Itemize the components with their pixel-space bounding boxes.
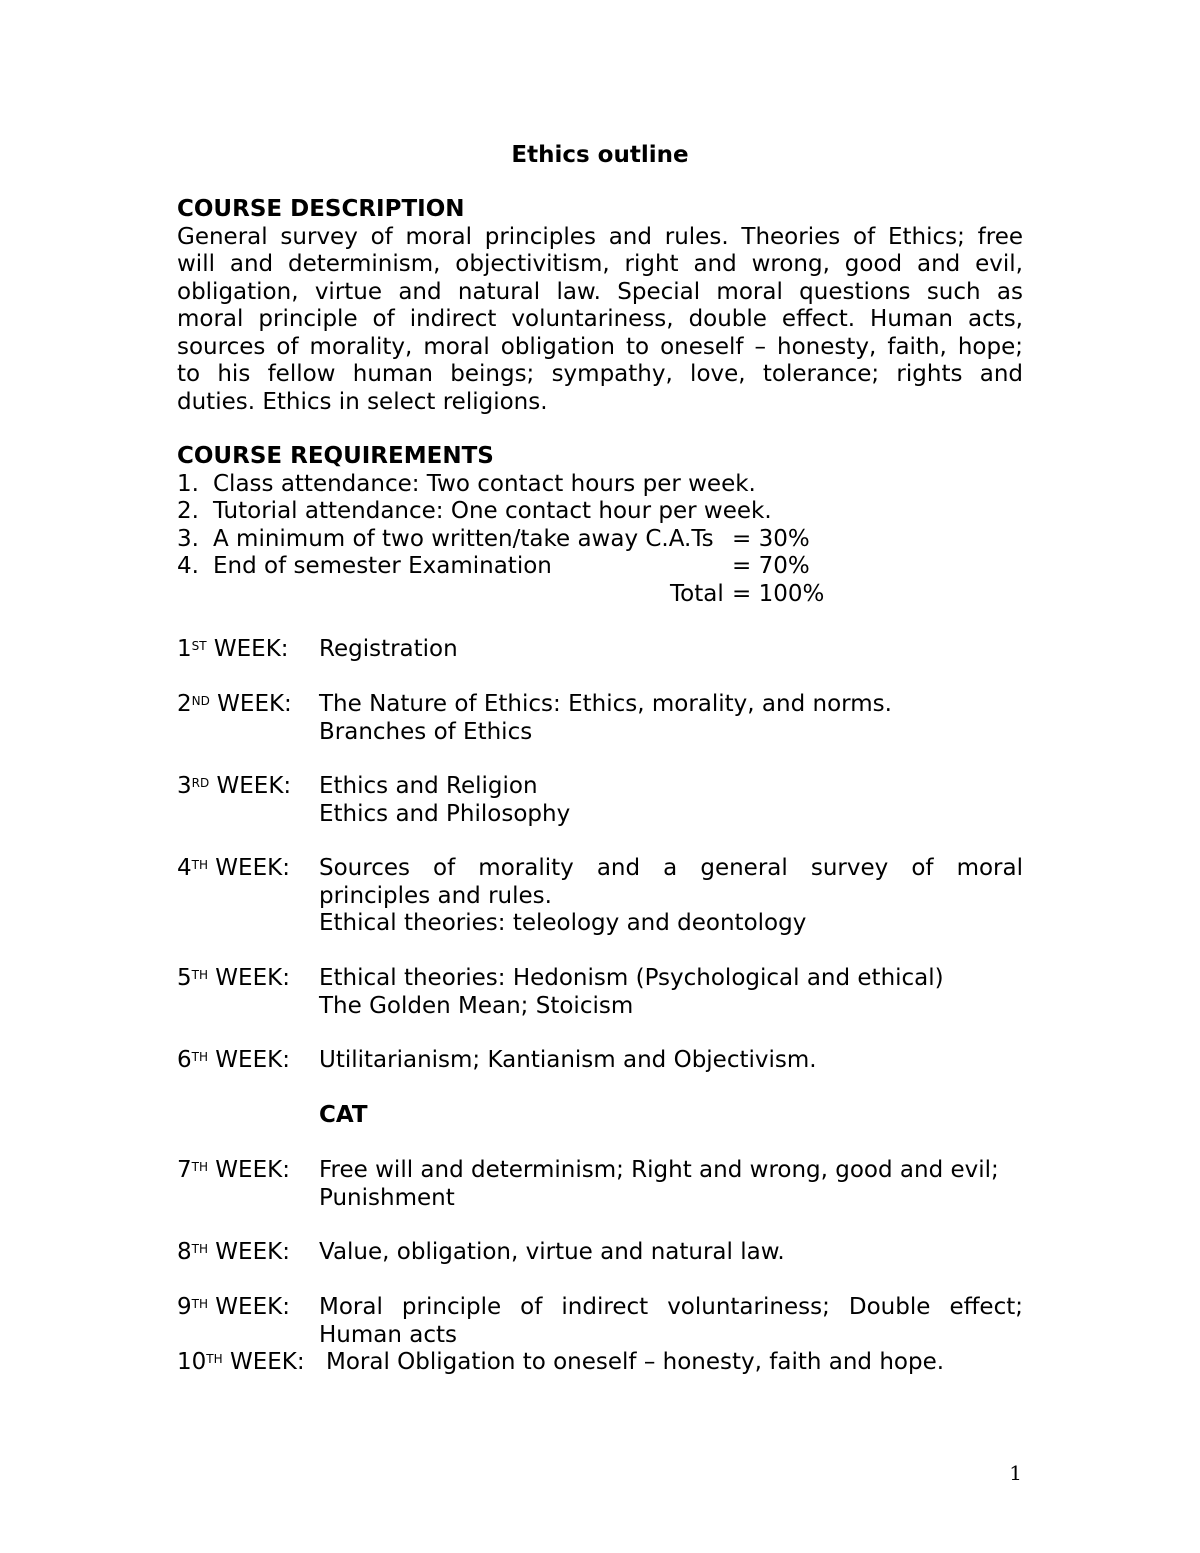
week-topic-line: Ethics and Religion (319, 773, 538, 799)
week-label (177, 1239, 290, 1267)
week-number: 4 (177, 855, 192, 881)
week-topics (319, 1157, 1023, 1212)
week-label (177, 1157, 290, 1185)
week-topic-line: Branches of Ethics (319, 718, 533, 745)
week-ordinal-suffix: TH (206, 1352, 223, 1366)
week-topic-line: Moral principle of indirect voluntariness; Double effect; (319, 1294, 1023, 1320)
week-topics (319, 1047, 1023, 1075)
requirement-text: Tutorial attendance: One contact hour per week. (213, 498, 772, 524)
total-label: Total (670, 580, 724, 607)
week-number: 5 (177, 965, 192, 991)
course-description-heading: COURSE DESCRIPTION (177, 196, 465, 222)
week-ordinal-suffix: RD (191, 776, 210, 790)
week-ordinal-suffix: TH (191, 1297, 208, 1311)
week-topics (319, 773, 1023, 828)
week-word: WEEK: (208, 965, 290, 991)
week-label (177, 855, 290, 883)
week-ordinal-suffix: TH (191, 1242, 208, 1256)
week-word: WEEK: (208, 1157, 290, 1183)
week-ordinal-suffix: TH (191, 968, 208, 982)
week-label (177, 1294, 290, 1322)
week-topic-line: principles and rules. (319, 882, 552, 909)
week-ordinal-suffix: ST (191, 639, 207, 653)
week-topic-line: Ethical theories: teleology and deontology (319, 910, 807, 936)
description-line: obligation, virtue and natural law. Special moral questions such as (177, 278, 1023, 305)
week-topic-line: Ethics and Philosophy (319, 800, 571, 827)
week-number: 2 (177, 691, 192, 717)
week-word: WEEK: (208, 1294, 290, 1320)
week-number: 10 (177, 1349, 207, 1375)
week-number: 7 (177, 1157, 192, 1183)
course-requirements-heading: COURSE REQUIREMENTS (177, 443, 494, 469)
week-word: WEEK: (208, 855, 290, 881)
week-number: 8 (177, 1239, 192, 1265)
requirement-number: 3. (177, 525, 199, 552)
week-topic-line: The Golden Mean; Stoicism (319, 992, 634, 1019)
week-ordinal-suffix: TH (191, 1050, 208, 1064)
requirement-item (177, 526, 1023, 554)
description-line: to his fellow human beings; sympathy, love, tolerance; rights and (177, 361, 1023, 387)
requirement-item (177, 471, 1023, 499)
requirement-number: 4. (177, 553, 199, 579)
description-line: sources of morality, moral obligation to oneself – honesty, faith, hope; (177, 333, 1023, 360)
page-number: 1 (1009, 1461, 1022, 1485)
description-line: will and determinism, objectivitism, right and wrong, good and evil, (177, 251, 1023, 277)
week-ordinal-suffix: ND (191, 694, 210, 708)
requirement-text: Class attendance: Two contact hours per week. (213, 470, 756, 497)
week-word: WEEK: (208, 1239, 290, 1265)
requirement-number: 2. (177, 498, 199, 524)
description-line: moral principle of indirect voluntariness, double effect. Human acts, (177, 306, 1023, 332)
course-requirements-section (177, 443, 1023, 608)
week-topic-line: Value, obligation, virtue and natural law. (319, 1239, 785, 1265)
requirement-text: End of semester Examination (213, 553, 552, 579)
week-topics (319, 965, 1023, 1020)
week-topics (326, 1349, 1030, 1377)
week-ordinal-suffix: TH (191, 858, 208, 872)
requirement-total-row (177, 581, 1023, 609)
requirement-item (177, 553, 1023, 581)
week-topic-line: Free will and determinism; Right and wrong, good and evil; (319, 1157, 999, 1183)
week-word: WEEK: (209, 773, 292, 799)
week-topic-line: Sources of morality and a general survey of moral (319, 855, 1023, 881)
week-topic-line: The Nature of Ethics: Ethics, morality, and norms. (319, 691, 892, 717)
week-topic-line: Punishment (319, 1184, 455, 1211)
course-description-section (177, 196, 1023, 416)
document-title: Ethics outline (511, 142, 689, 168)
week-topics (319, 855, 1023, 938)
week-label (177, 691, 292, 719)
week-number: 1 (177, 636, 192, 662)
description-line: General survey of moral principles and rules. Theories of Ethics; free (177, 223, 1023, 250)
week-label (177, 1047, 290, 1075)
week-topics (319, 691, 1023, 746)
week-number: 3 (177, 773, 192, 799)
week-word: WEEK: (206, 636, 289, 662)
week-topics (319, 1239, 1023, 1267)
week-label (177, 636, 289, 664)
week-word: WEEK: (208, 1047, 290, 1073)
week-topic-line: Registration (319, 636, 458, 662)
description-line: duties. Ethics in select religions. (177, 388, 548, 415)
week-topics (319, 636, 1023, 664)
cat-label: CAT (319, 1102, 368, 1128)
week-label (177, 965, 290, 993)
week-ordinal-suffix: TH (191, 1160, 208, 1174)
week-label (177, 773, 291, 801)
week-topics (319, 1294, 1023, 1349)
week-topic-line: Human acts (319, 1321, 457, 1348)
week-topic-line: Utilitarianism; Kantianism and Objectivism. (319, 1047, 817, 1073)
requirement-item (177, 498, 1023, 526)
requirement-weight: = 70% (732, 553, 810, 579)
total-value: = 100% (732, 580, 825, 607)
requirement-weight: = 30% (732, 525, 810, 552)
course-description-body (177, 224, 1023, 417)
requirement-text: A minimum of two written/take away C.A.Ts (213, 525, 714, 552)
week-word: WEEK: (222, 1349, 305, 1375)
week-word: WEEK: (209, 691, 292, 717)
week-number: 9 (177, 1294, 192, 1320)
week-number: 6 (177, 1047, 192, 1073)
week-topic-line: Ethical theories: Hedonism (Psychological and ethical) (319, 965, 944, 991)
week-label (177, 1349, 305, 1377)
week-topic-line: Moral Obligation to oneself – honesty, faith and hope. (326, 1349, 945, 1375)
requirement-number: 1. (177, 470, 199, 497)
